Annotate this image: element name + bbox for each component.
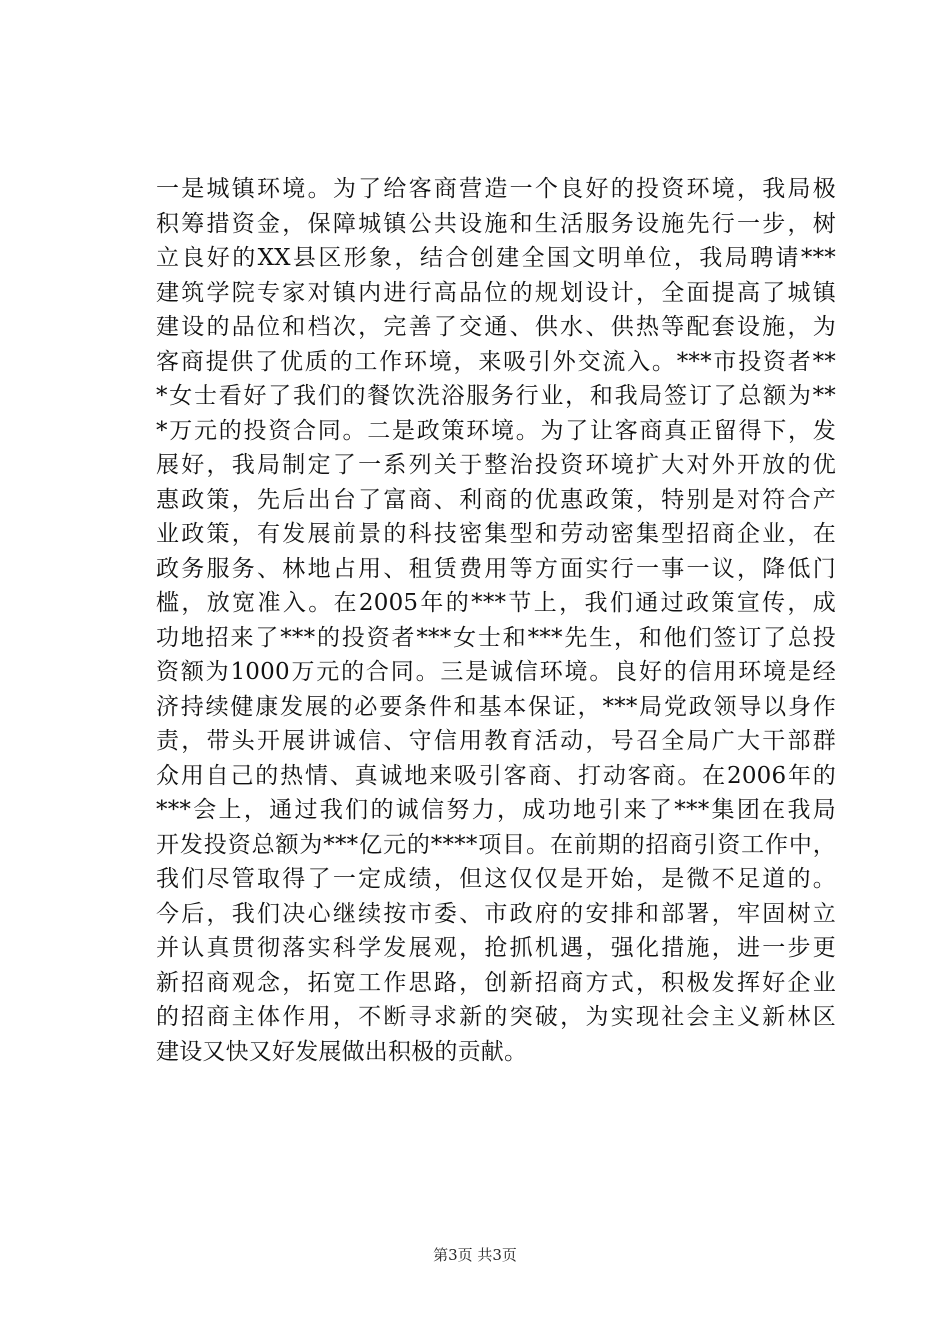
text-line: 一是城镇环境。为了给客商营造一个良好的投资环境，我局极 bbox=[156, 176, 836, 202]
body-paragraph bbox=[156, 172, 836, 1069]
text-line: 济持续健康发展的必要条件和基本保证，***局党政领导以身作 bbox=[156, 693, 836, 720]
text-line: 的招商主体作用，不断寻求新的突破，为实现社会主义新林区 bbox=[156, 1004, 836, 1030]
text-line: 责，带头开展讲诚信、守信用教育活动，号召全局广大干部群 bbox=[156, 728, 836, 754]
text-line: 开发投资总额为***亿元的****项目。在前期的招商引资工作中， bbox=[156, 831, 836, 858]
text-line: 槛，放宽准入。在2005年的***节上，我们通过政策宣传，成 bbox=[156, 590, 836, 616]
text-line: 客商提供了优质的工作环境，来吸引外交流入。***市投资者** bbox=[156, 348, 836, 375]
text-line: 政务服务、林地占用、租赁费用等方面实行一事一议，降低门 bbox=[156, 555, 836, 582]
text-line: 并认真贯彻落实科学发展观，抢抓机遇，强化措施，进一步更 bbox=[156, 935, 836, 961]
text-line: 新招商观念，拓宽工作思路，创新招商方式，积极发挥好企业 bbox=[156, 969, 836, 996]
text-line: 功地招来了***的投资者***女士和***先生，和他们签订了总投 bbox=[156, 624, 836, 651]
text-line: 我们尽管取得了一定成绩，但这仅仅是开始，是微不足道的。 bbox=[156, 866, 836, 892]
text-line: ***会上，通过我们的诚信努力，成功地引来了***集团在我局 bbox=[156, 797, 836, 823]
text-line: 建设又快又好发展做出积极的贡献。 bbox=[156, 1038, 528, 1065]
text-line: *万元的投资合同。二是政策环境。为了让客商真正留得下，发 bbox=[156, 417, 836, 444]
text-line: 资额为1000万元的合同。三是诚信环境。良好的信用环境是经 bbox=[156, 659, 836, 685]
text-line: 建筑学院专家对镇内进行高品位的规划设计，全面提高了城镇 bbox=[156, 279, 836, 306]
text-line: 众用自己的热情、真诚地来吸引客商、打动客商。在2006年的 bbox=[156, 762, 836, 789]
text-line: *女士看好了我们的餐饮洗浴服务行业，和我局签订了总额为** bbox=[156, 383, 836, 409]
text-line: 建设的品位和档次，完善了交通、供水、供热等配套设施，为 bbox=[156, 314, 836, 340]
text-line: 立良好的XX县区形象，结合创建全国文明单位，我局聘请*** bbox=[156, 245, 836, 271]
page-number-footer: 第3页 共3页 bbox=[433, 1246, 517, 1264]
text-line: 积筹措资金，保障城镇公共设施和生活服务设施先行一步，树 bbox=[156, 210, 836, 237]
text-line: 惠政策，先后出台了富商、利商的优惠政策，特别是对符合产 bbox=[156, 486, 836, 513]
text-line: 展好，我局制定了一系列关于整治投资环境扩大对外开放的优 bbox=[156, 452, 836, 478]
text-line: 业政策，有发展前景的科技密集型和劳动密集型招商企业，在 bbox=[156, 521, 836, 547]
text-line: 今后，我们决心继续按市委、市政府的安排和部署，牢固树立 bbox=[156, 900, 836, 927]
